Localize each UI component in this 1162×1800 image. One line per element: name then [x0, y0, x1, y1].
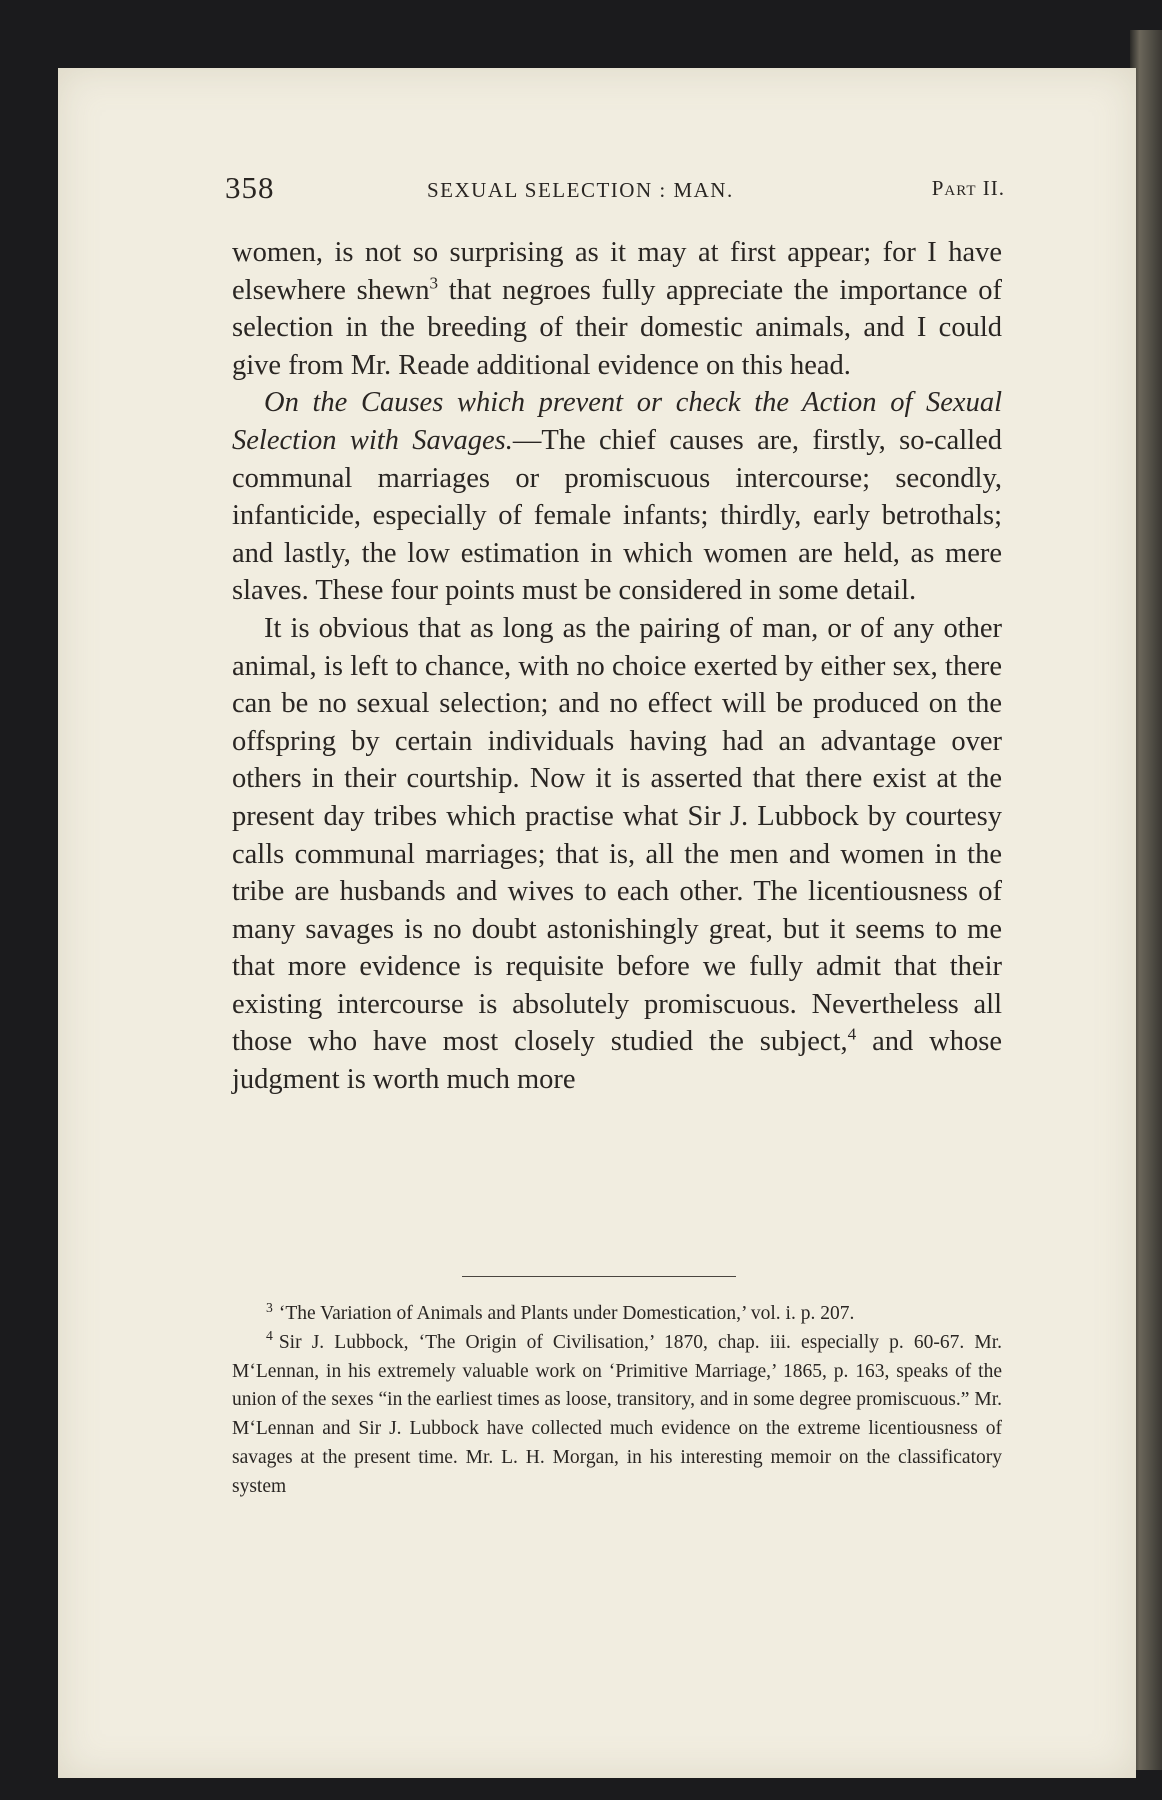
paragraph-3-text: It is obvious that as long as the pairing of man, or of any other animal, is left to chance, with no choice exerted by either sex, there can be no sexual selection; and no effect will be produced on the offspring by certain individuals having had an advantage over others in their courtship. Now it is asserted that there exist at the present day tribes which practise what Sir J. Lubbock by courtesy calls communal marriages; that is, all the men and women in the tribe are husbands and wives to each other. The licentiousness of many savages is no doubt astonishingly great, but it seems to me that more evidence is requisite before we fully admit that their existing intercourse is absolutely promiscuous. Nevertheless all those who have most closely studied the subject,	[232, 612, 1002, 1058]
paragraph-1-text: women, is not so surprising as it may at first appear; for I have elsewhere shewn	[232, 237, 1002, 306]
paragraph-1-text-cont: that negroes fully appreciate the importance of selection in the breeding of their domestic animals, and I could give from Mr. Reade additional evidence on this head.	[232, 274, 1002, 381]
footnote-3-text: ‘The Variation of Animals and Plants under Domestication,’ vol. i. p. 207.	[278, 1303, 855, 1324]
paragraph-3	[232, 610, 1002, 1099]
footnotes	[232, 1300, 1002, 1502]
paragraph-3-text-cont: and whose judgment is worth much more	[232, 1026, 1002, 1096]
footnote-4	[232, 1329, 1002, 1502]
running-head-part: Part II.	[931, 176, 1005, 200]
footnote-rule	[462, 1276, 736, 1277]
footnote-ref-3: 3	[429, 273, 439, 293]
body-text	[232, 234, 1002, 1099]
paragraph-2-text: —The chief causes are, firstly, so-called communal marriages or promiscuous intercourse; secondly, infanticide, especially of female infants; thirdly, early betrothals; and lastly, the low estimation in which women are held, as mere slaves. These four points must be considered in some detail.	[232, 424, 1002, 607]
section-heading: On the Causes which prevent or check the Action of Sexual Selection with Savages.	[232, 387, 1002, 456]
footnote-3-mark: 3	[266, 1299, 273, 1315]
paragraph-1	[232, 234, 1002, 384]
footnote-3	[232, 1300, 1002, 1329]
paragraph-2	[232, 384, 1002, 610]
page-number: 358	[225, 170, 275, 205]
running-head-title: SEXUAL SELECTION : MAN.	[427, 178, 734, 202]
footnote-4-text: Sir J. Lubbock, ‘The Origin of Civilisation,’ 1870, chap. iii. especially p. 60-67. Mr. M‘Lennan, in his extremely valuable work on ‘Primitive Marriage,’ 1865, p. 163, speaks of the union of the sexes “in the earliest times as loose, transitory, and in some degree promiscuous.” Mr. M‘Lennan and Sir J. Lubbock have collected much evidence on the extreme licentiousness of savages at the present time. Mr. L. H. Morgan, in his interesting memoir on the classificatory system	[232, 1331, 1002, 1497]
running-head	[225, 170, 1005, 210]
footnote-4-mark: 4	[266, 1328, 273, 1344]
footnote-ref-4: 4	[847, 1024, 857, 1044]
